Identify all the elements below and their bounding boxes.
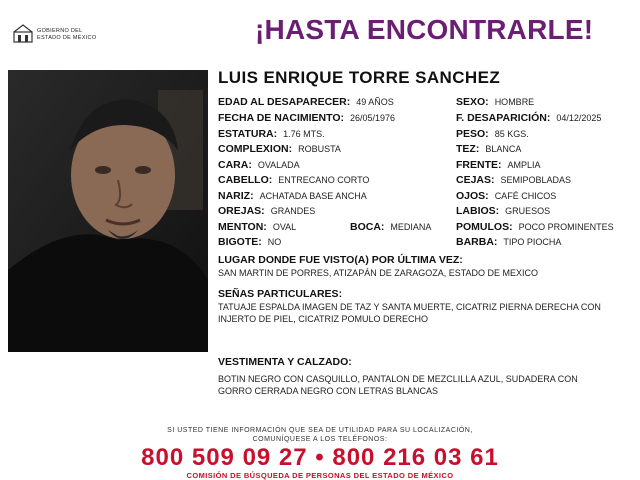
field-ears: OREJAS: GRANDES — [218, 205, 316, 217]
field-cheekbones: POMULOS: POCO PROMINENTES — [456, 221, 614, 233]
logo-line-2: ESTADO DE MÉXICO — [37, 35, 97, 41]
phone-numbers: 800 509 09 27 • 800 216 03 61 — [141, 444, 499, 471]
field-eyes: OJOS: CAFÉ CHICOS — [456, 190, 557, 202]
field-forehead: FRENTE: AMPLIA — [456, 159, 541, 171]
last-seen-value: SAN MARTIN DE PORRES, ATIZAPÁN DE ZARAGOZA, ESTADO DE MEXICO — [218, 268, 539, 278]
clothing-title: VESTIMENTA Y CALZADO: — [218, 356, 352, 368]
field-height: ESTATURA: 1.76 MTS. — [218, 128, 325, 140]
logo-line-1: GOBIERNO DEL — [37, 28, 83, 34]
field-weight: PESO: 85 KGS. — [456, 128, 529, 140]
state-emblem-icon — [12, 22, 34, 44]
field-mouth: BOCA: MEDIANA — [350, 221, 432, 233]
particulars-value: TATUAJE ESPALDA IMAGEN DE TAZ Y SANTA MUERTE, CICATRIZ PIERNA DERECHA CON INJERTO DE PIEL, CICATRIZ POMULO DERECHO — [218, 302, 601, 324]
info-line-1: SI USTED TIENE INFORMACIÓN QUE SEA DE UTILIDAD PARA SU LOCALIZACIÓN, — [167, 427, 473, 434]
government-logo — [12, 22, 122, 44]
particulars-title: SEÑAS PARTICULARES: — [218, 288, 343, 300]
headline: ¡HASTA ENCONTRARLE! — [255, 14, 594, 45]
field-age: EDAD AL DESAPARECER: 49 AÑOS — [218, 96, 394, 108]
field-disappearance-date: F. DESAPARICIÓN: 04/12/2025 — [456, 112, 602, 124]
person-portrait-image — [8, 70, 208, 352]
missing-person-photo — [8, 70, 208, 352]
field-build: COMPLEXION: ROBUSTA — [218, 143, 341, 155]
field-lips: LABIOS: GRUESOS — [456, 205, 551, 217]
field-eyebrows: CEJAS: SEMIPOBLADAS — [456, 174, 572, 186]
commission-name: COMISIÓN DE BÚSQUEDA DE PERSONAS DEL ESTADO DE MÉXICO — [186, 471, 454, 480]
field-complexion: TEZ: BLANCA — [456, 143, 522, 155]
field-sex: SEXO: HOMBRE — [456, 96, 535, 108]
field-face: CARA: OVALADA — [218, 159, 300, 171]
field-beard: BARBA: TIPO PIOCHA — [456, 236, 562, 248]
last-seen-title: LUGAR DONDE FUE VISTO(A) POR ÚLTIMA VEZ: — [218, 254, 463, 266]
field-mustache: BIGOTE: NO — [218, 236, 282, 248]
field-birthdate: FECHA DE NACIMIENTO: 26/05/1976 — [218, 112, 396, 124]
field-nose: NARIZ: ACHATADA BASE ANCHA — [218, 190, 367, 202]
field-hair: CABELLO: ENTRECANO CORTO — [218, 174, 370, 186]
clothing-value: BOTIN NEGRO CON CASQUILLO, PANTALON DE MEZCLILLA AZUL, SUDADERA CON GORRO CERRADA NEGRO CON LETRAS BLANCAS — [218, 374, 578, 396]
person-name: LUIS ENRIQUE TORRE SANCHEZ — [218, 68, 501, 87]
field-chin: MENTON: OVAL — [218, 221, 297, 233]
info-line-2: COMUNÍQUESE A LOS TELÉFONOS: — [252, 436, 388, 443]
